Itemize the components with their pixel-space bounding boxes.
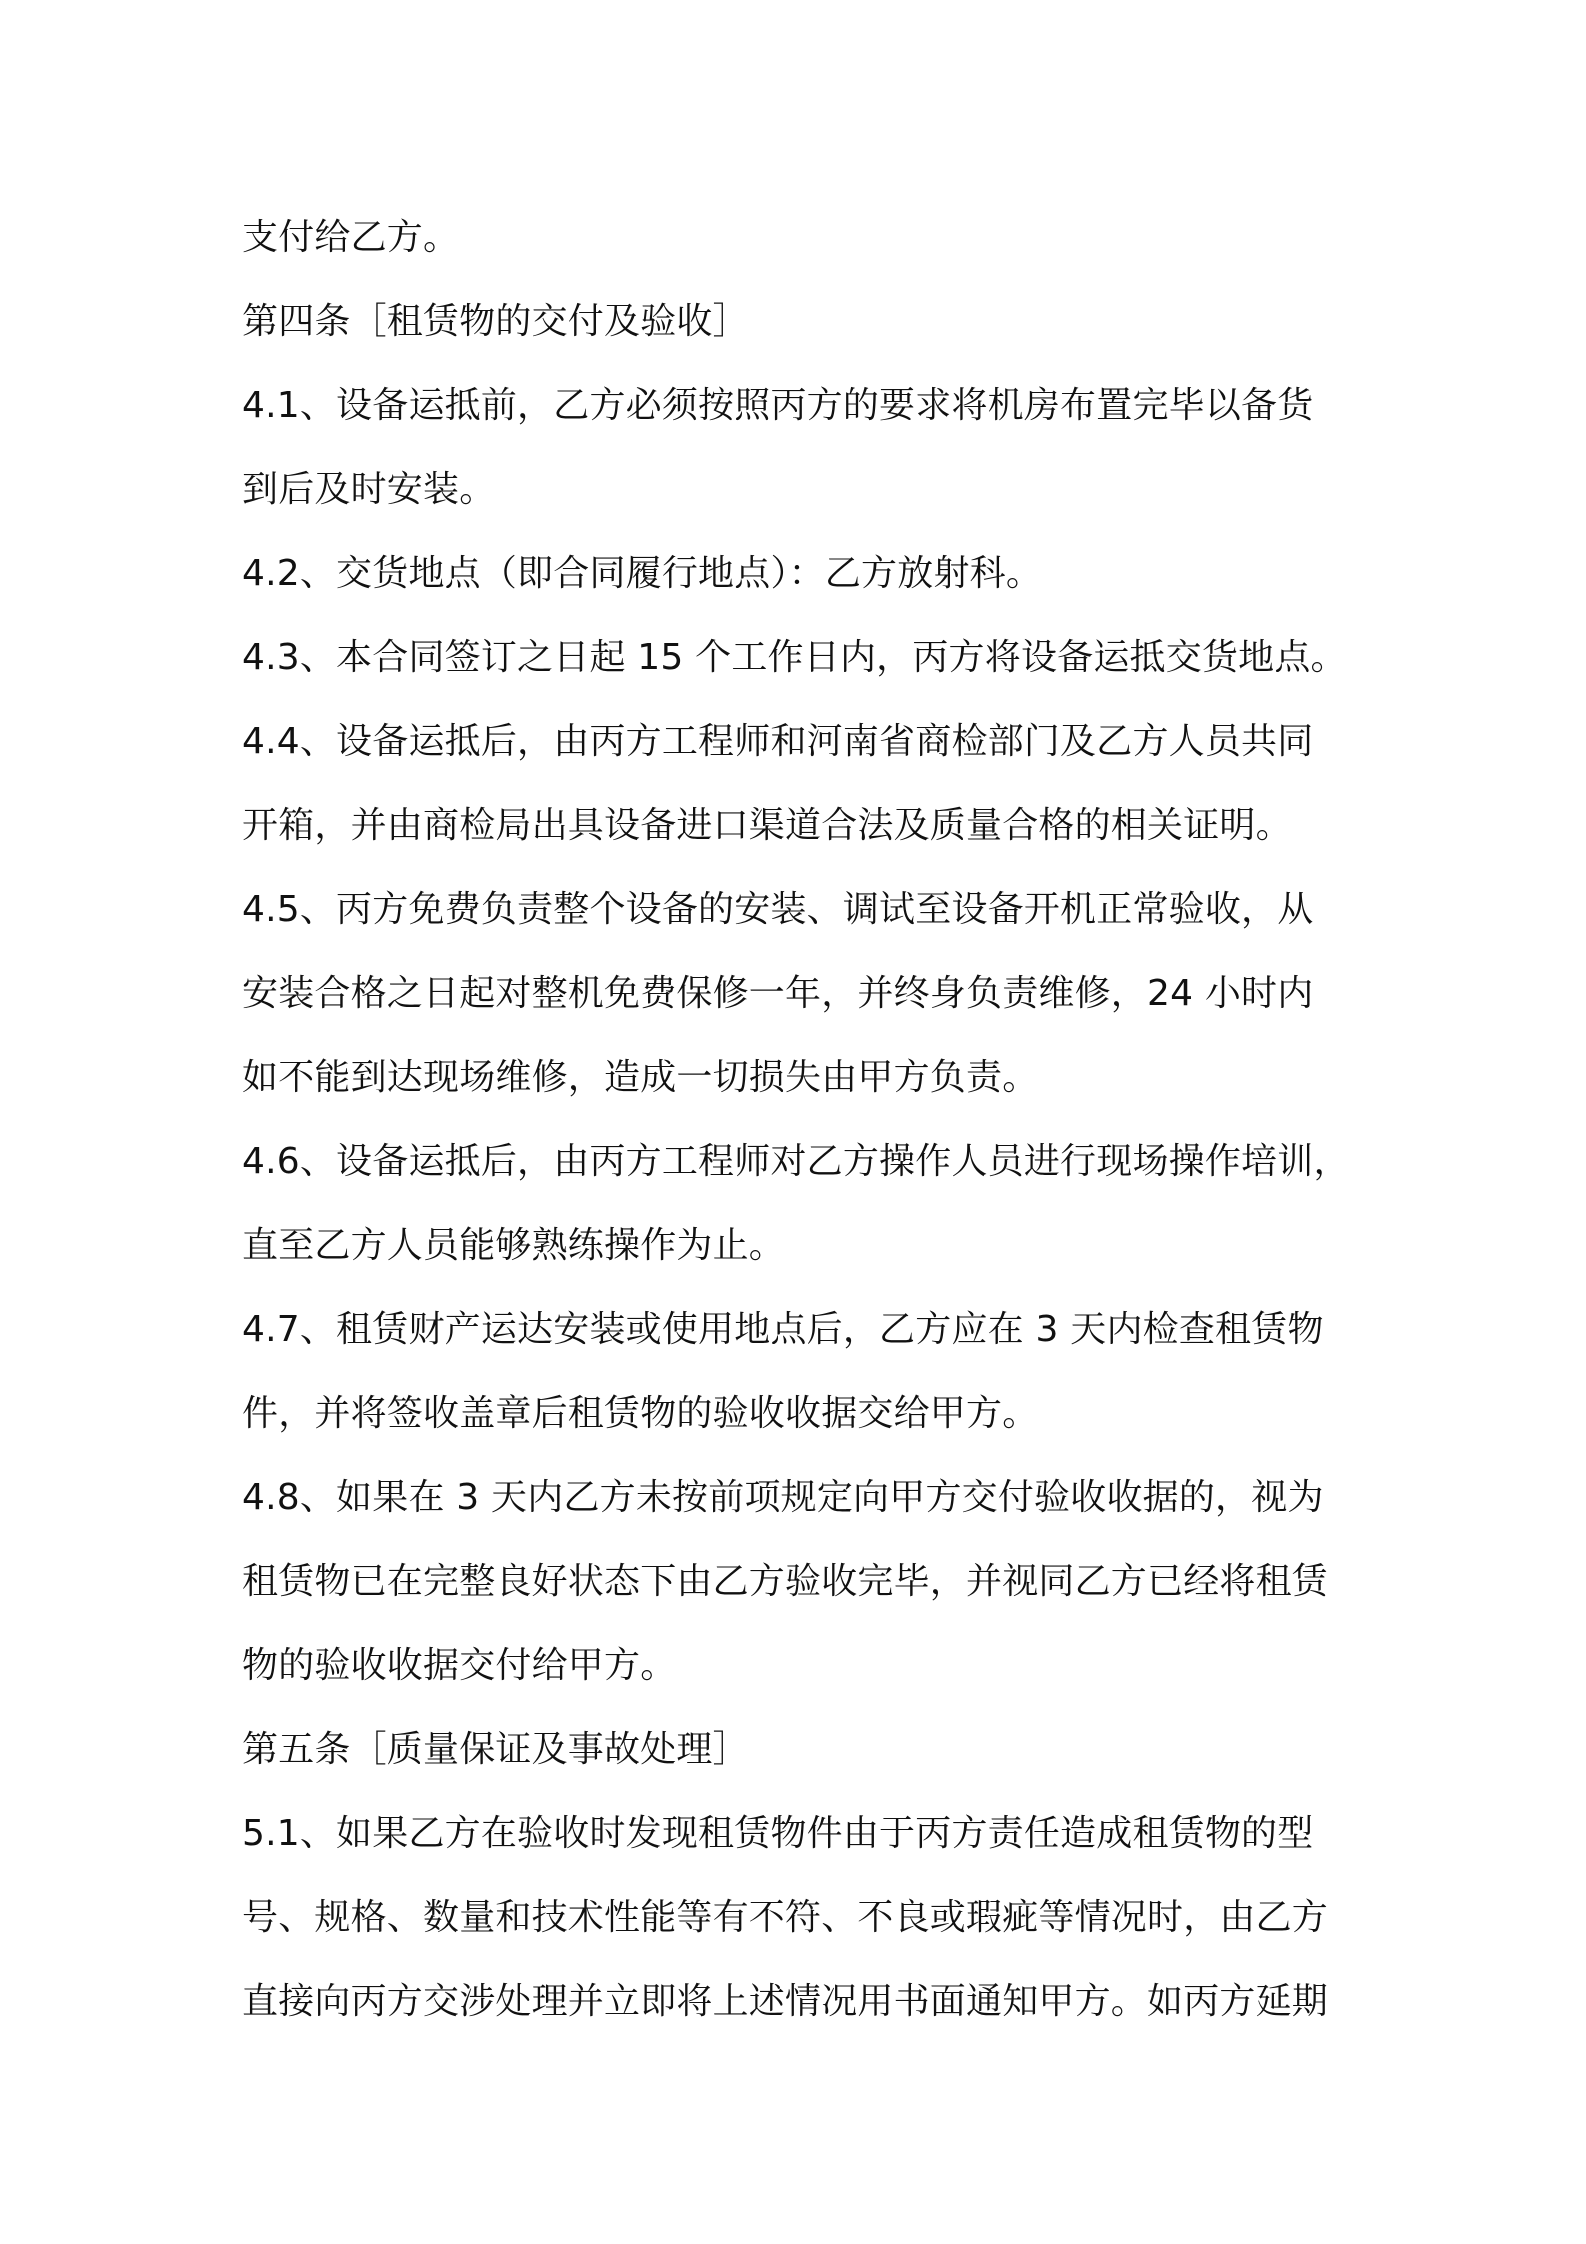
clause-5-1-line-3: 直接向丙方交涉处理并立即将上述情况用书面通知甲方。如丙方延期 <box>242 1981 1329 2022</box>
clause-4-8-line-3: 物的验收收据交付给甲方。 <box>242 1645 677 1686</box>
clause-4-5-line-2: 安装合格之日起对整机免费保修一年，并终身负责维修，24 小时内 <box>242 973 1314 1014</box>
clause-4-2: 4.2、交货地点（即合同履行地点）：乙方放射科。 <box>242 553 1043 594</box>
clause-4-6-line-2: 直至乙方人员能够熟练操作为止。 <box>242 1225 786 1266</box>
clause-4-7-line-1: 4.7、租赁财产运达安装或使用地点后，乙方应在 3 天内检查租赁物 <box>242 1309 1324 1350</box>
article-5-heading: 第五条［质量保证及事故处理］ <box>242 1729 749 1770</box>
clause-4-1-line-1: 4.1、设备运抵前，乙方必须按照丙方的要求将机房布置完毕以备货 <box>242 385 1314 426</box>
clause-4-4-line-2: 开箱，并由商检局出具设备进口渠道合法及质量合格的相关证明。 <box>242 805 1292 846</box>
text-line-1: 支付给乙方。 <box>242 217 460 258</box>
clause-4-4-line-1: 4.4、设备运抵后，由丙方工程师和河南省商检部门及乙方人员共同 <box>242 721 1314 762</box>
clause-4-8-line-2: 租赁物已在完整良好状态下由乙方验收完毕，并视同乙方已经将租赁 <box>242 1561 1329 1602</box>
clause-5-1-line-1: 5.1、如果乙方在验收时发现租赁物件由于丙方责任造成租赁物的型 <box>242 1813 1314 1854</box>
clause-4-3: 4.3、本合同签订之日起 15 个工作日内，丙方将设备运抵交货地点。 <box>242 637 1347 678</box>
clause-4-7-line-2: 件，并将签收盖章后租赁物的验收收据交给甲方。 <box>242 1393 1039 1434</box>
clause-4-5-line-3: 如不能到达现场维修，造成一切损失由甲方负责。 <box>242 1057 1039 1098</box>
clause-4-6-line-1: 4.6、设备运抵后，由丙方工程师对乙方操作人员进行现场操作培训， <box>242 1141 1350 1182</box>
clause-4-5-line-1: 4.5、丙方免费负责整个设备的安装、调试至设备开机正常验收，从 <box>242 889 1314 930</box>
clause-4-1-line-2: 到后及时安装。 <box>242 469 496 510</box>
article-4-heading: 第四条［租赁物的交付及验收］ <box>242 301 749 342</box>
clause-4-8-line-1: 4.8、如果在 3 天内乙方未按前项规定向甲方交付验收收据的，视为 <box>242 1477 1324 1518</box>
contract-text <box>242 196 1362 2044</box>
clause-5-1-line-2: 号、规格、数量和技术性能等有不符、不良或瑕疵等情况时，由乙方 <box>242 1897 1329 1938</box>
